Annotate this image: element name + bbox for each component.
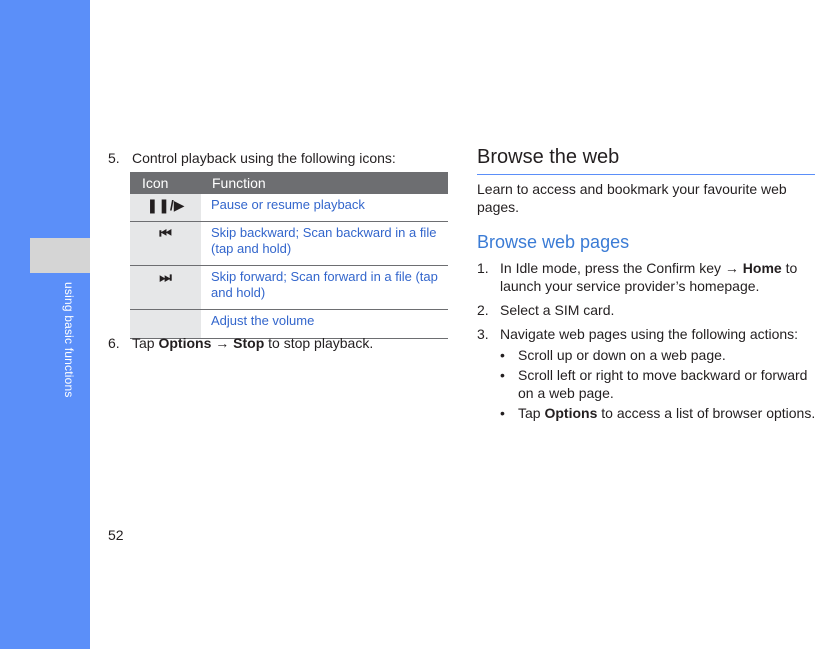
options-term: Options — [158, 335, 212, 351]
arrow-icon: → — [215, 335, 230, 351]
bullet-text: Scroll left or right to move backward or forward on a web page. — [518, 367, 808, 401]
section-heading: Browse the web — [477, 146, 620, 168]
browse-steps — [477, 259, 816, 424]
intro-text: Learn to access and bookmark your favourite web pages. — [477, 181, 787, 215]
sidebar-tab — [30, 238, 90, 273]
function-text: Pause or resume playback — [201, 194, 448, 222]
list-item — [477, 366, 816, 402]
table-row — [130, 194, 448, 222]
options-term: Options — [544, 405, 598, 421]
sidebar — [0, 0, 90, 649]
arrow-icon: → — [724, 260, 739, 276]
step-text: Control playback using the following icons: — [132, 150, 396, 166]
bullet-icon: • — [500, 347, 505, 363]
bullet-icon: • — [500, 405, 505, 421]
step-number: 3. — [477, 326, 489, 342]
step-number: 1. — [477, 260, 489, 276]
table-header-icon: Icon — [130, 172, 201, 194]
bullet-icon: • — [500, 367, 505, 383]
list-item — [477, 301, 816, 319]
home-term: Home — [742, 260, 782, 276]
table-header-function: Function — [201, 172, 448, 194]
icon-function-table — [130, 172, 448, 339]
step-number: 6. — [108, 335, 120, 351]
bullet-text: to access a list of browser options. — [601, 405, 816, 421]
step-text: In Idle mode, press the Confirm key — [500, 260, 721, 276]
bullet-text: Scroll up or down on a web page. — [518, 347, 726, 363]
subsection-heading: Browse web pages — [477, 232, 630, 252]
action-bullets — [477, 346, 816, 422]
table-row — [130, 266, 448, 310]
step-number: 2. — [477, 302, 489, 318]
heading-divider — [477, 174, 815, 175]
tap-word: Tap — [518, 405, 541, 421]
stop-term: Stop — [233, 335, 265, 351]
skip-forward-icon: ⏭ — [159, 269, 172, 285]
table-row — [130, 222, 448, 266]
step-text: Select a SIM card. — [500, 302, 615, 318]
step-text: to launch your service provider’s homepage. — [500, 260, 798, 294]
list-item — [477, 404, 816, 422]
step-text: to stop playback. — [268, 335, 374, 351]
function-text: Adjust the volume — [201, 310, 448, 339]
skip-back-icon: ⏮ — [159, 225, 172, 241]
function-text: Skip backward; Scan backward in a file (tap and hold) — [201, 222, 448, 266]
tap-word: Tap — [132, 335, 155, 351]
page-number: 52 — [108, 527, 124, 543]
section-label: using basic functions — [62, 282, 76, 398]
step-text: Navigate web pages using the following actions: — [500, 326, 799, 342]
pause-play-icon: ❚❚/▶ — [146, 197, 185, 213]
step-5 — [108, 150, 438, 166]
function-text: Skip forward; Scan forward in a file (tap and hold) — [201, 266, 448, 310]
step-number: 5. — [108, 150, 120, 166]
list-item — [477, 259, 816, 295]
step-6 — [108, 335, 438, 351]
list-item — [477, 346, 816, 364]
list-item — [477, 325, 816, 343]
